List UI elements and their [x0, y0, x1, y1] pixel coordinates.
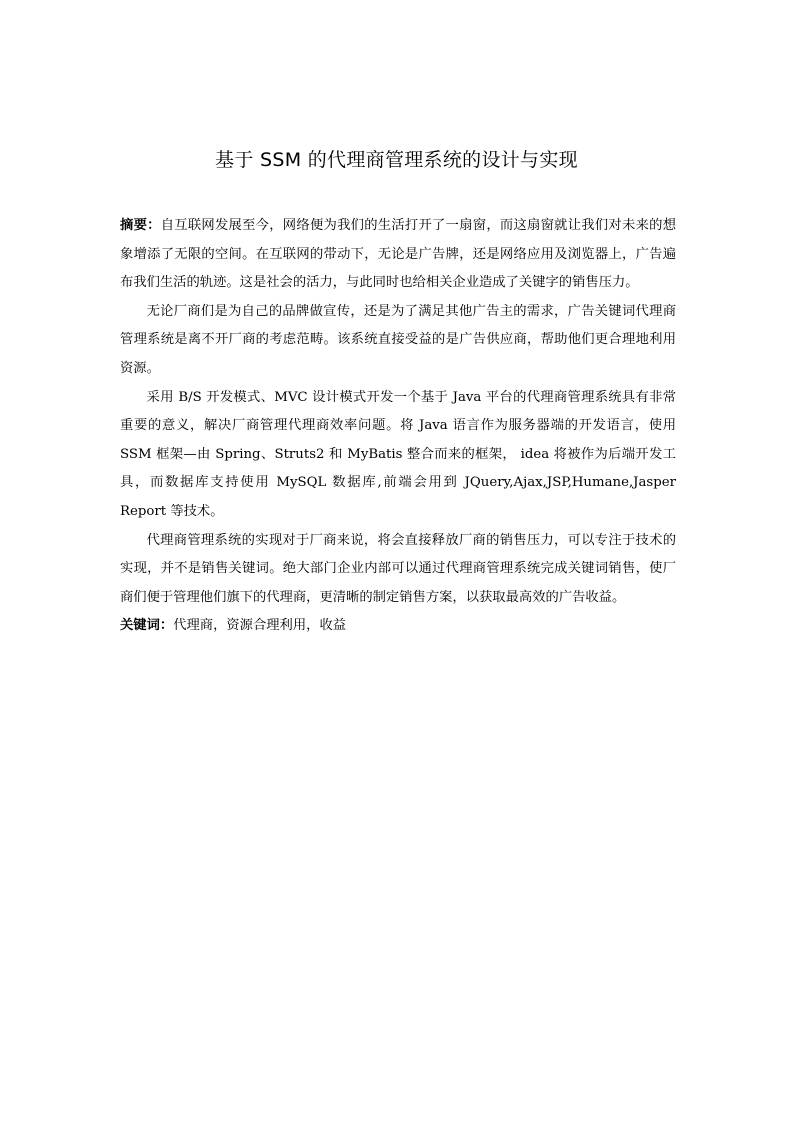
abstract-paragraph — [120, 212, 676, 298]
abstract-paragraph-3: 采用 B/S 开发模式、MVC 设计模式开发一个基于 Java 平台的代理商管理系统具有非常重要的意义，解决厂商管理代理商效率问题。将 Java 语言作为服务器端的开发语言，使用 SSM 框架—由 Spring、Struts2 和 MyBatis 整合而来的框架， idea 将被作为后端开发工具，而数据库支持使用 MySQL 数据库,前端会用到 JQuery,Ajax,JSP,Humane,Jasper Report 等技术。 — [120, 389, 676, 519]
keywords-label: 关键词： — [120, 618, 174, 634]
abstract-paragraph-2: 无论厂商们是为自己的品牌做宣传，还是为了满足其他广告主的需求，广告关键词代理商管理系统是离不开厂商的考虑范畴。该系统直接受益的是广告供应商，帮助他们更合理地利用资源。 — [120, 303, 676, 376]
document-title: 基于 SSM 的代理商管理系统的设计与实现 — [215, 149, 578, 171]
abstract-text: 自互联网发展至今，网络便为我们的生活打开了一扇窗，而这扇窗就让我们对未来的想象增添了无限的空间。在互联网的带动下，无论是广告牌，还是网络应用及浏览器上，广告遍布我们生活的轨迹。这是社会的活力，与此同时也给相关企业造成了关键字的销售压力。 — [120, 218, 676, 291]
abstract-label: 摘要： — [120, 218, 161, 233]
abstract-section — [120, 212, 676, 641]
keywords-line — [120, 612, 676, 641]
keywords-text: 代理商，资源合理利用，收益 — [173, 618, 347, 634]
abstract-paragraph-4: 代理商管理系统的实现对于厂商来说，将会直接释放厂商的销售压力，可以专注于技术的实现，并不是销售关键词。绝大部门企业内部可以通过代理商管理系统完成关键词销售，使厂商们便于管理他们旗下的代理商，更清晰的制定销售方案，以获取最高效的广告收益。 — [120, 532, 676, 605]
